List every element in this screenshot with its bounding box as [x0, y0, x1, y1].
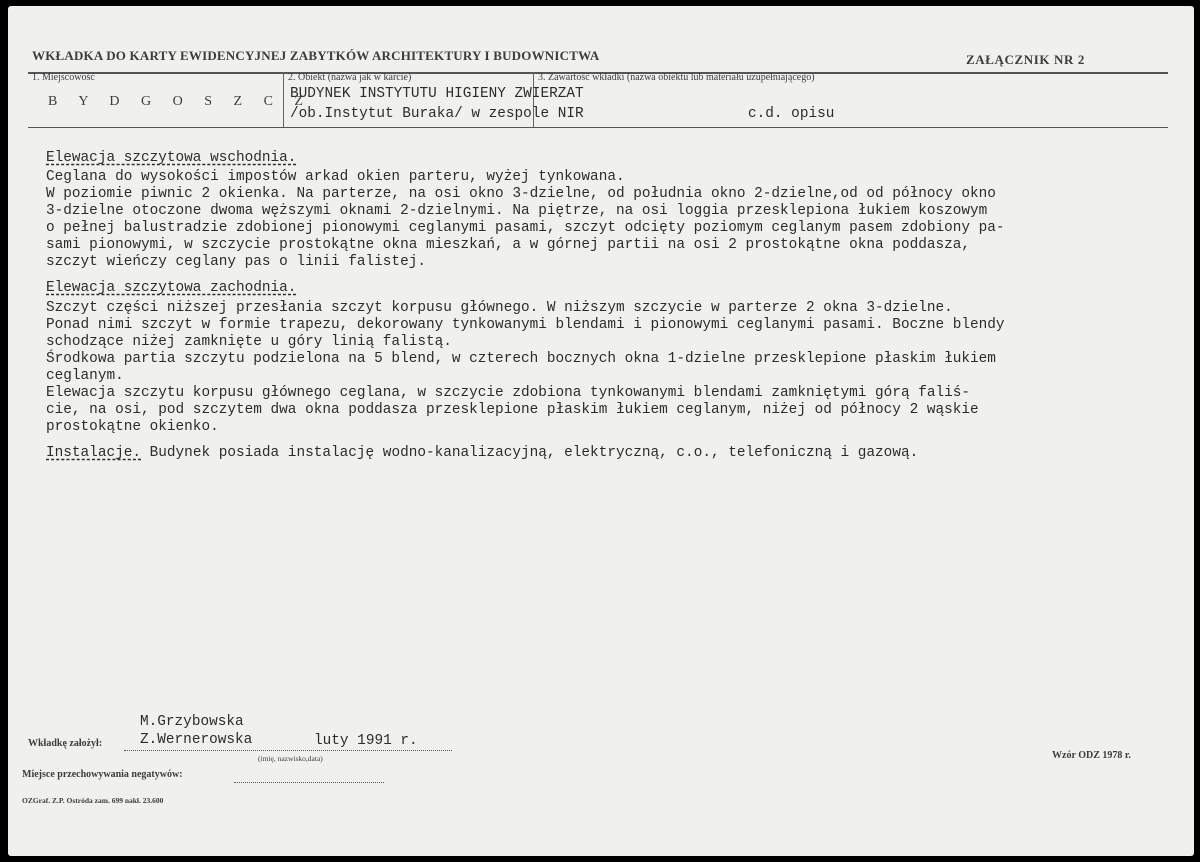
- storage-label: Miejsce przechowywania negatywów:: [22, 769, 183, 780]
- body-line: Środkowa partia szczytu podzielona na 5 blend, w czterech bocznych okna 1-dzielne przesklepione płaskim łukiem: [46, 351, 996, 367]
- annex-number: ZAŁĄCZNIK NR 2: [966, 52, 1085, 67]
- body-line: cie, na osi, pod szczytem dwa okna poddasza przesklepione płaskim łukiem ceglanym, niżej od północy 2 wąskie: [46, 402, 979, 418]
- form-title: WKŁADKA DO KARTY EWIDENCYJNEJ ZABYTKÓW ARCHITEKTURY I BUDOWNICTWA: [32, 48, 600, 63]
- heading-east-elevation: Elewacja szczytowa wschodnia.: [46, 150, 297, 166]
- body-line: W poziomie piwnic 2 okienka. Na parterze, na osi okno 3-dzielne, od południa okno 2-dzielne,od od północy okno: [46, 186, 996, 202]
- object-name-line1: BUDYNEK INSTYTUTU HIGIENY ZWIERZAT: [290, 86, 584, 102]
- signature-line: [124, 750, 452, 751]
- author-name-2: Z.Wernerowska: [140, 732, 253, 748]
- body-line: ceglanym.: [46, 368, 124, 384]
- object-name-line2: /ob.Instytut Buraka/ w zespole NIR: [290, 106, 584, 122]
- document-sheet: [8, 6, 1194, 856]
- object-label: 2. Obiekt (nazwa jak w karcie): [288, 72, 412, 83]
- heading-west-elevation: Elewacja szczytowa zachodnia.: [46, 280, 297, 296]
- locality-label: 1. Miejscowość: [32, 72, 95, 83]
- body-line: Ponad nimi szczyt w formie trapezu, dekorowany tynkowanymi blendami i pionowymi ceglanymi pasami. Boczne blendy: [46, 317, 1005, 333]
- form-model: Wzór ODZ 1978 r.: [1052, 750, 1131, 761]
- names-hint: (imię, nazwisko,data): [258, 754, 323, 763]
- installations-text: Budynek posiada instalację wodno-kanalizacyjną, elektryczną, c.o., telefoniczną i gazową.: [141, 445, 919, 461]
- body-line: sami pionowymi, w szczycie prostokątne okna mieszkań, a w górnej partii na osi 2 prostokątne okna poddasza,: [46, 237, 971, 253]
- founded-date: luty 1991 r.: [314, 733, 418, 749]
- body-line: prostokątne okienko.: [46, 419, 219, 435]
- content-label: 3. Zawartość wkładki (nazwa obiektu lub materiału uzupełniającego): [538, 72, 815, 83]
- body-line: Elewacja szczytu korpusu głównego ceglana, w szczycie zdobiona tynkowanymi blendami zamkniętymi górą faliś-: [46, 385, 971, 401]
- body-line: o pełnej balustradzie zdobionej pionowymi ceglanymi pasami, szczyt odcięty poziomym ceglanym pasem zdobiony pa-: [46, 220, 1005, 236]
- founded-by-label: Wkładkę założył:: [28, 738, 103, 749]
- printer-imprint: OZGraf. Z.P. Ostróda zam. 699 nakł. 23.600: [22, 796, 164, 805]
- body-line: Szczyt części niższej przesłania szczyt korpusu głównego. W niższym szczycie w parterze 2 okna 3-dzielne.: [46, 300, 953, 316]
- content-value: c.d. opisu: [748, 106, 835, 122]
- locality-value: B Y D G O S Z C Z: [48, 94, 312, 109]
- installations-paragraph: [46, 445, 918, 461]
- author-name-1: M.Grzybowska: [140, 714, 244, 730]
- body-line: schodzące niżej zamknięte u góry linią falistą.: [46, 334, 452, 350]
- body-line: szczyt wieńczy ceglany pas o linii falistej.: [46, 254, 426, 270]
- storage-line: [234, 782, 384, 783]
- body-line: 3-dzielne otoczone dwoma węższymi oknami 2-dzielnymi. Na piętrze, na osi loggia przesklepiona łukiem koszowym: [46, 203, 988, 219]
- heading-installations: Instalacje.: [46, 445, 141, 461]
- body-line: Ceglana do wysokości impostów arkad okien parteru, wyżej tynkowana.: [46, 169, 625, 185]
- fields-rule: [28, 127, 1168, 128]
